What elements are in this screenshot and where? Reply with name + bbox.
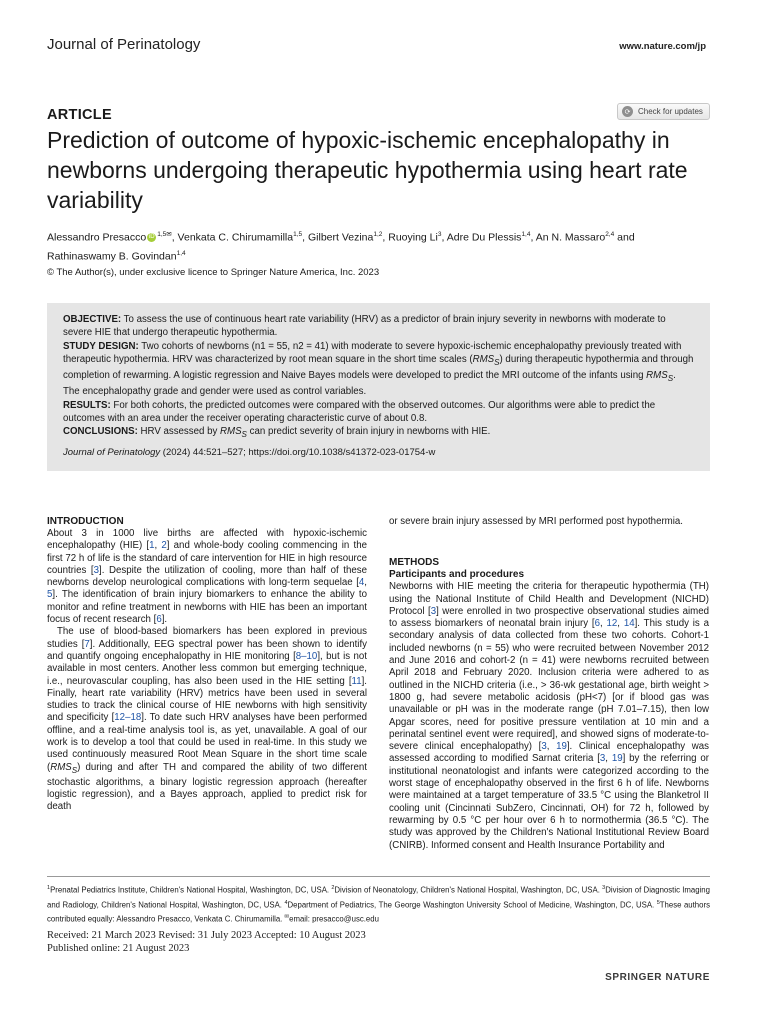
body-text: , <box>546 741 557 753</box>
conclusions-text: HRV assessed by <box>137 426 221 438</box>
reference-link[interactable]: 6 <box>594 618 600 630</box>
conclusions-label: CONCLUSIONS: <box>63 426 138 438</box>
body-text: Newborns with HIE meeting the criteria for therapeutic hypothermia (TH) using the National Institute of Child Health and Development (NICHD) Protocol [ <box>389 581 709 617</box>
body-text: ]. The identification of brain injury biomarkers to enhance the ability to monitor and refine treatment in newborns with HIE has been an important focus of recent research [ <box>47 589 367 626</box>
reference-link[interactable]: 7 <box>84 638 90 650</box>
check-for-updates-button[interactable] <box>617 103 710 120</box>
affiliation-text: These authors contributed equally: Alessandro Presacco, Venkata C. Chirumamilla. <box>47 900 710 924</box>
author-affiliation-sup: 1,5 <box>293 231 303 238</box>
author-name[interactable]: Rathinaswamy B. Govindan <box>47 250 177 262</box>
intro-continuation: or severe brain injury assessed by MRI performed post hypothermia. <box>389 516 683 527</box>
body-text: ] were enrolled in two prospective observational studies aimed to assess biomarkers of neonatal brain injury [ <box>389 605 709 630</box>
citation-line <box>63 446 694 459</box>
body-text: ]. <box>161 614 168 626</box>
author-affiliation-sup: 1,4 <box>176 249 186 257</box>
check-updates-icon: ⟳ <box>622 106 633 117</box>
article-title: Prediction of outcome of hypoxic-ischemic encephalopathy in newborns undergoing therapeutic hypothermia using heart rate variability <box>47 127 688 213</box>
reference-link[interactable]: 3 <box>430 605 437 617</box>
rms-sub: S <box>494 357 500 367</box>
published-date: Published online: 21 August 2023 <box>47 943 190 954</box>
reference-link[interactable]: 6 <box>156 614 162 626</box>
author-affiliation-sup: 1,4 <box>521 231 531 238</box>
conclusions-text: can predict severity of brain injury in newborns with HIE. <box>246 426 491 438</box>
article-dates <box>47 929 366 955</box>
author-affiliation-sup: 1,2 <box>373 231 383 238</box>
email-link[interactable]: email: presacco@usc.edu <box>289 914 379 924</box>
author-name[interactable]: , Ruoying Li <box>382 231 438 244</box>
received-dates: Received: 21 March 2023 Revised: 31 July 2023 Accepted: 10 August 2023 <box>47 930 366 941</box>
affiliation-sup: 5 <box>656 899 660 906</box>
publisher-logo: SPRINGER NATURE <box>605 972 710 983</box>
rms-text: RMS <box>472 353 495 365</box>
journal-url[interactable]: www.nature.com/jp <box>619 41 706 52</box>
rms-term <box>220 426 247 440</box>
abstract-box <box>47 303 710 471</box>
rms-term <box>473 354 500 365</box>
intro-paragraph-2 <box>47 626 367 813</box>
body-text: , <box>364 577 367 589</box>
envelope-icon[interactable]: ✉ <box>166 231 172 238</box>
reference-link[interactable]: 3 <box>541 741 547 753</box>
rms-term <box>646 370 674 384</box>
body-text: ], but is not available in most centers. Another less common but emerging technique, i.e., neurovascular coupling, has also been used in the HIE setting [ <box>47 650 367 687</box>
affiliation-sup: 2 <box>331 885 335 891</box>
left-column <box>47 516 367 814</box>
rms-sub: S <box>71 765 78 775</box>
author-name[interactable]: , An N. Massaro <box>530 231 606 244</box>
body-text: , <box>617 618 624 630</box>
author-name[interactable]: Alessandro Presacco <box>47 231 147 244</box>
footnote-divider <box>47 876 710 877</box>
reference-link[interactable]: 11 <box>351 675 362 687</box>
body-text: , <box>599 618 607 630</box>
body-text: ]. Clinical encephalopathy was assessed according to modified Sarnat criteria [ <box>389 741 709 765</box>
copyright-line: © The Author(s), under exclusive licence to Springer Nature America, Inc. 2023 <box>47 267 380 278</box>
rms-text: RMS <box>50 761 72 773</box>
design-text: . The encephalopathy grade and gender were used as control variables. <box>63 370 676 398</box>
body-text: n = 55) who were recruited between November 2012 and June 2016 and cohort-2 ( <box>389 642 710 667</box>
body-text: ]. Despite the utilization of cooling, more than half of these newborns develop neurological complications with long-term sequelae [ <box>47 564 367 589</box>
body-text: ]. To date such HRV analyses have been performed offline, and a real-time analysis tool is, as yet, unavailable. A goal of our work is to develop a tool that could be used in real-time. In this study we used continuously measured Root Mean Square in the short time scale ( <box>47 712 367 773</box>
reference-link[interactable]: 19 <box>556 741 567 753</box>
abstract-objective <box>63 313 694 340</box>
body-text: ]. Additionally, EEG spectral power has been shown to identify and quantify ongoing encephalopathy in HIE monitoring [ <box>47 638 367 662</box>
author-name[interactable]: , Adre Du Plessis <box>441 231 522 244</box>
results-text: For both cohorts, the predicted outcomes were compared with the observed outcomes. Our algorithms were able to predict the outcomes with an area under the receiver operating characteristic curve of about 0.8. <box>63 399 656 424</box>
abstract-design <box>63 340 694 399</box>
section-gap <box>389 528 709 557</box>
introduction-heading: INTRODUCTION <box>47 516 124 527</box>
objective-text: To assess the use of continuous heart rate variability (HRV) as a predictor of brain injury severity in newborns with moderate to severe HIE that undergo therapeutic hypothermia. <box>63 314 666 339</box>
body-text: About 3 in 1000 live births are affected with hypoxic-ischemic encephalopathy (HIE) [ <box>47 528 367 552</box>
reference-link[interactable]: 3 <box>599 753 606 765</box>
design-label: STUDY DESIGN: <box>63 340 139 352</box>
author-conjunction: and <box>614 231 635 244</box>
affiliation-text: Division of Neonatology, Children's National Hospital, Washington, DC, USA. <box>334 885 603 895</box>
envelope-icon: ✉ <box>284 914 290 921</box>
reference-link[interactable]: 12 <box>606 618 618 630</box>
author-affiliation-sup: 2,4 <box>605 231 615 238</box>
reference-link[interactable]: 14 <box>623 618 635 630</box>
body-text: , <box>605 753 612 765</box>
objective-label: OBJECTIVE: <box>63 314 122 325</box>
rms-text: RMS <box>646 370 668 382</box>
author-list <box>47 227 727 264</box>
body-text: ] and whole-body cooling commencing in the first 72 h of life is the standard of care intervention for HIE in high resource countries [ <box>47 540 367 576</box>
author-affiliation-sup: 3 <box>437 231 442 238</box>
methods-paragraph <box>389 581 709 852</box>
affiliation-sup: 4 <box>284 899 288 906</box>
reference-link[interactable]: 2 <box>161 540 167 552</box>
affiliation-sup: 1 <box>47 885 51 891</box>
intro-paragraph-1 <box>47 528 367 626</box>
author-affiliation-sup: 1,5 <box>157 231 167 238</box>
body-text: n = 41) were newborns recruited between April 2018 and February 2020. Inclusion criteria were adhered to as outlined in the NICHD criteria (i.e., > 36-wk gestational age, birth weight > 1800 g, had severe metabolic acidosis (pH<7) [or if blood gas was unavailable or pH was in the moderate range (pH 7.01–7.15), then low Apgar scores, need for positive pressure ventilation at 10 min and a perinatal sentinel event were required], and showed signs of moderate-to-severe clinical encephalopathy) [ <box>389 655 709 753</box>
design-text: Two cohorts of newborns (n1 = 55, n2 = 41) with moderate to severe hypoxic-ischemic encephalopathy previously treated with therapeutic hypothermia. HRV was characterized by root mean square in the short time scales ( <box>63 340 682 365</box>
author-name[interactable]: , Gilbert Vezina <box>302 231 374 244</box>
rms-sub: S <box>667 374 674 384</box>
results-label: RESULTS: <box>63 399 111 411</box>
body-text: ]. Finally, heart rate variability (HRV) metrics have been used in several studies to track the clinical course of HIE newborns with high sensitivity and specificity [ <box>47 675 367 724</box>
affiliations-footnote <box>47 882 710 926</box>
author-name[interactable]: , Venkata C. Chirumamilla <box>171 231 294 244</box>
body-text: , <box>154 540 162 552</box>
orcid-icon[interactable]: iD <box>148 234 155 241</box>
reference-link[interactable]: 12–18 <box>114 712 142 724</box>
methods-heading: METHODS <box>389 557 439 569</box>
rms-sub: S <box>241 430 247 440</box>
participants-subheading: Participants and procedures <box>389 569 525 581</box>
rms-text: RMS <box>220 426 242 438</box>
abstract-conclusions <box>63 425 694 441</box>
reference-link[interactable]: 8–10 <box>295 650 318 662</box>
body-text: ) during and after TH and compared the ability of two different stochastic algorithms, a binary logistic regression approach (hereafter logistic regression), and a Bayes approach, applied to predict risk for death <box>47 761 367 813</box>
reference-link[interactable]: 19 <box>611 753 623 765</box>
affiliation-text: Department of Pediatrics, The George Washington University School of Medicine, Washington, DC, USA. <box>287 900 657 910</box>
reference-link[interactable]: 4 <box>358 577 365 589</box>
reference-link[interactable]: 5 <box>47 589 53 601</box>
right-column <box>389 516 709 852</box>
body-text: ]. This study is a secondary analysis of data collected from these two cohorts. Cohort-1 included newborns ( <box>389 618 709 654</box>
abstract-results <box>63 399 694 426</box>
citation-doi[interactable]: (2024) 44:521–527; https://doi.org/10.1038/s41372-023-01754-w <box>160 447 436 459</box>
affiliation-text: Prenatal Pediatrics Institute, Children's National Hospital, Washington, DC, USA. <box>50 885 332 895</box>
article-type-label: ARTICLE <box>47 107 112 123</box>
body-text: ] by the referring or institutional neonatologist and infants were categorized according to the worst stage of encephalopathy observed in the first 6 h of life. Newborns were maintained at a target temperature of 33.5 °C using the Blanketrol II cooling unit (Cincinnati SubZero, Cincinnati, OH) for 72 h, followed by rewarming by 0.5 °C per hour over 6 h to normothermia (36.5 °C). The study was approved by the Children's National Institutional Review Board (CNIRB). Informed consent and Health Insurance Portability and <box>389 753 710 851</box>
journal-name: Journal of Perinatology <box>47 36 201 53</box>
reference-link[interactable]: 3 <box>93 564 100 576</box>
citation-journal: Journal of Perinatology <box>63 447 161 459</box>
check-updates-label: Check for updates <box>638 107 703 116</box>
affiliation-sup: 3 <box>602 885 606 891</box>
rms-term <box>50 762 77 773</box>
affiliation-text: Division of Diagnostic Imaging and Radiology, Children's National Hospital, Washington, DC, USA. <box>47 885 710 910</box>
reference-link[interactable]: 1 <box>149 540 155 552</box>
design-text: ) during therapeutic hypothermia and through completion of rewarming. A logistic regression and Naive Bayes models were developed to predict the MRI outcome of the infants using <box>63 353 694 382</box>
body-text: The use of blood-based biomarkers has been explored in previous studies [ <box>47 626 367 650</box>
